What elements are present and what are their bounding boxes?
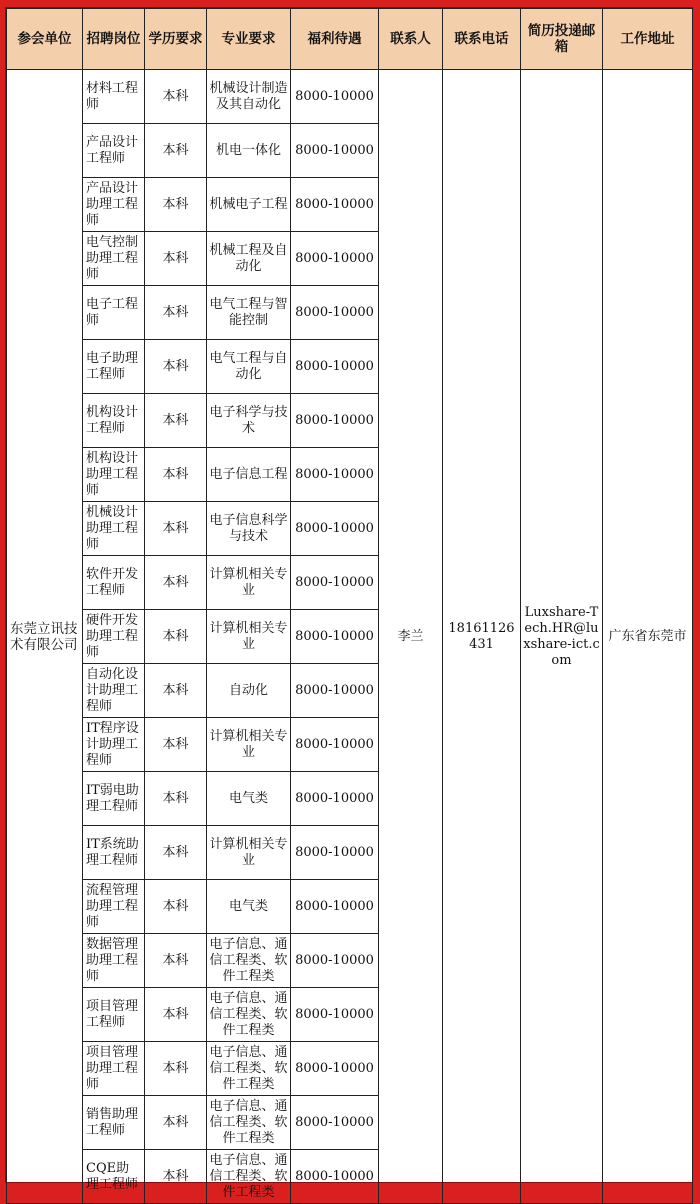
salary-cell: 8000-10000 xyxy=(291,610,379,664)
position-cell: 产品设计助理工程师 xyxy=(83,178,145,232)
salary-cell: 8000-10000 xyxy=(291,1150,379,1204)
major-cell: 计算机相关专业 xyxy=(207,556,291,610)
major-cell: 机械工程及自动化 xyxy=(207,232,291,286)
recruitment-table xyxy=(6,8,693,1204)
header-major: 专业要求 xyxy=(207,9,291,70)
company-name-cell: 东莞立讯技术有限公司 xyxy=(7,70,83,1204)
salary-cell: 8000-10000 xyxy=(291,934,379,988)
position-cell: 机构设计工程师 xyxy=(83,394,145,448)
position-cell: 流程管理助理工程师 xyxy=(83,880,145,934)
position-cell: 电气控制助理工程师 xyxy=(83,232,145,286)
document-frame xyxy=(6,8,692,1200)
table-row xyxy=(7,70,693,124)
position-cell: 电子助理工程师 xyxy=(83,340,145,394)
major-cell: 计算机相关专业 xyxy=(207,610,291,664)
major-cell: 电气工程与智能控制 xyxy=(207,286,291,340)
education-cell: 本科 xyxy=(145,826,207,880)
position-cell: IT系统助理工程师 xyxy=(83,826,145,880)
position-cell: 软件开发工程师 xyxy=(83,556,145,610)
header-email: 简历投递邮箱 xyxy=(521,9,603,70)
header-phone: 联系电话 xyxy=(443,9,521,70)
education-cell: 本科 xyxy=(145,880,207,934)
education-cell: 本科 xyxy=(145,664,207,718)
position-cell: IT程序设计助理工程师 xyxy=(83,718,145,772)
position-cell: 项目管理助理工程师 xyxy=(83,1042,145,1096)
header-address: 工作地址 xyxy=(603,9,693,70)
salary-cell: 8000-10000 xyxy=(291,232,379,286)
salary-cell: 8000-10000 xyxy=(291,556,379,610)
position-cell: 机构设计助理工程师 xyxy=(83,448,145,502)
contact-cell: 李兰 xyxy=(379,70,443,1204)
salary-cell: 8000-10000 xyxy=(291,502,379,556)
major-cell: 电子信息科学与技术 xyxy=(207,502,291,556)
header-salary: 福利待遇 xyxy=(291,9,379,70)
education-cell: 本科 xyxy=(145,934,207,988)
major-cell: 电子科学与技术 xyxy=(207,394,291,448)
education-cell: 本科 xyxy=(145,772,207,826)
position-cell: IT弱电助理工程师 xyxy=(83,772,145,826)
position-cell: CQE助理工程师 xyxy=(83,1150,145,1204)
position-cell: 产品设计工程师 xyxy=(83,124,145,178)
salary-cell: 8000-10000 xyxy=(291,718,379,772)
table-body xyxy=(7,70,693,1204)
education-cell: 本科 xyxy=(145,286,207,340)
major-cell: 自动化 xyxy=(207,664,291,718)
position-cell: 项目管理工程师 xyxy=(83,988,145,1042)
education-cell: 本科 xyxy=(145,556,207,610)
salary-cell: 8000-10000 xyxy=(291,772,379,826)
salary-cell: 8000-10000 xyxy=(291,178,379,232)
education-cell: 本科 xyxy=(145,1042,207,1096)
major-cell: 计算机相关专业 xyxy=(207,718,291,772)
major-cell: 电子信息、通信工程类、软件工程类 xyxy=(207,1096,291,1150)
header-education: 学历要求 xyxy=(145,9,207,70)
salary-cell: 8000-10000 xyxy=(291,448,379,502)
major-cell: 机电一体化 xyxy=(207,124,291,178)
salary-cell: 8000-10000 xyxy=(291,124,379,178)
major-cell: 电子信息、通信工程类、软件工程类 xyxy=(207,1042,291,1096)
position-cell: 电子工程师 xyxy=(83,286,145,340)
education-cell: 本科 xyxy=(145,502,207,556)
education-cell: 本科 xyxy=(145,394,207,448)
major-cell: 电子信息、通信工程类、软件工程类 xyxy=(207,988,291,1042)
education-cell: 本科 xyxy=(145,448,207,502)
phone-cell: 18161126431 xyxy=(443,70,521,1204)
address-cell: 广东省东莞市 xyxy=(603,70,693,1204)
major-cell: 计算机相关专业 xyxy=(207,826,291,880)
header-position: 招聘岗位 xyxy=(83,9,145,70)
education-cell: 本科 xyxy=(145,1096,207,1150)
education-cell: 本科 xyxy=(145,232,207,286)
position-cell: 数据管理助理工程师 xyxy=(83,934,145,988)
salary-cell: 8000-10000 xyxy=(291,1096,379,1150)
salary-cell: 8000-10000 xyxy=(291,286,379,340)
header-company: 参会单位 xyxy=(7,9,83,70)
email-cell: Luxshare-Tech.HR@luxshare-ict.com xyxy=(521,70,603,1204)
education-cell: 本科 xyxy=(145,718,207,772)
salary-cell: 8000-10000 xyxy=(291,988,379,1042)
salary-cell: 8000-10000 xyxy=(291,826,379,880)
education-cell: 本科 xyxy=(145,124,207,178)
salary-cell: 8000-10000 xyxy=(291,70,379,124)
major-cell: 电子信息、通信工程类、软件工程类 xyxy=(207,934,291,988)
education-cell: 本科 xyxy=(145,610,207,664)
salary-cell: 8000-10000 xyxy=(291,664,379,718)
salary-cell: 8000-10000 xyxy=(291,394,379,448)
header-contact: 联系人 xyxy=(379,9,443,70)
education-cell: 本科 xyxy=(145,988,207,1042)
major-cell: 电气类 xyxy=(207,880,291,934)
position-cell: 自动化设计助理工程师 xyxy=(83,664,145,718)
education-cell: 本科 xyxy=(145,340,207,394)
position-cell: 机械设计助理工程师 xyxy=(83,502,145,556)
major-cell: 机械电子工程 xyxy=(207,178,291,232)
major-cell: 电子信息、通信工程类、软件工程类 xyxy=(207,1150,291,1204)
position-cell: 硬件开发助理工程师 xyxy=(83,610,145,664)
position-cell: 销售助理工程师 xyxy=(83,1096,145,1150)
major-cell: 机械设计制造及其自动化 xyxy=(207,70,291,124)
position-cell: 材料工程师 xyxy=(83,70,145,124)
education-cell: 本科 xyxy=(145,70,207,124)
salary-cell: 8000-10000 xyxy=(291,340,379,394)
major-cell: 电子信息工程 xyxy=(207,448,291,502)
major-cell: 电气类 xyxy=(207,772,291,826)
salary-cell: 8000-10000 xyxy=(291,1042,379,1096)
education-cell: 本科 xyxy=(145,178,207,232)
salary-cell: 8000-10000 xyxy=(291,880,379,934)
education-cell: 本科 xyxy=(145,1150,207,1204)
table-header xyxy=(7,9,693,70)
major-cell: 电气工程与自动化 xyxy=(207,340,291,394)
